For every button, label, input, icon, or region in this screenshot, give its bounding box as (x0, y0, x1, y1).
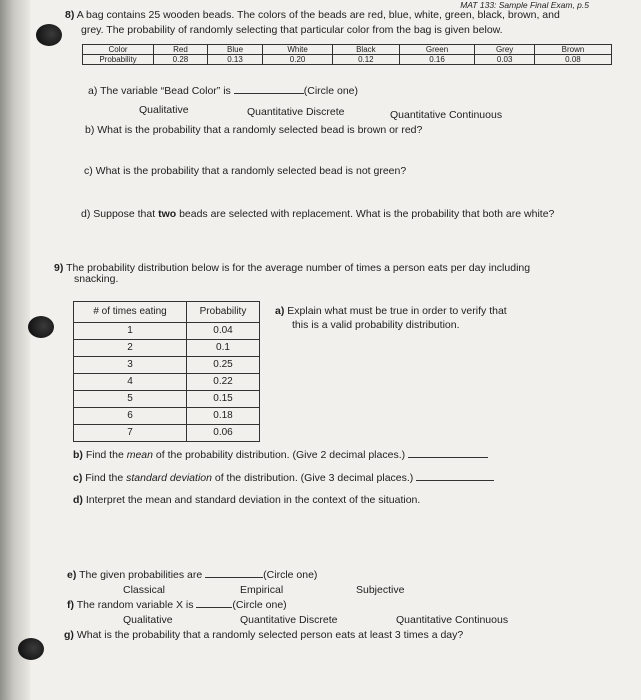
binder-edge (0, 0, 30, 700)
p-value: 0.22 (187, 374, 260, 391)
bead-probability: 0.13 (207, 55, 262, 65)
q8-line2: grey. The probability of randomly selecting that particular color from the bag is given below. (81, 24, 503, 36)
probability-header: Probability (83, 55, 154, 65)
mean-answer-blank[interactable] (408, 457, 488, 458)
p-value: 0.15 (187, 391, 260, 408)
q9e-opt-empirical[interactable]: Empirical (240, 584, 284, 596)
q8b: b) What is the probability that a randomly selected bead is brown or red? (85, 124, 423, 136)
page-header: MAT 133: Sample Final Exam, p.5 (460, 0, 589, 10)
q9e-opt-subjective[interactable]: Subjective (356, 584, 405, 596)
bead-probability: 0.20 (263, 55, 333, 65)
p-value: 0.1 (187, 340, 260, 357)
q9-line2: snacking. (74, 273, 119, 285)
bead-color: Black (332, 45, 399, 55)
p-value: 0.04 (187, 323, 260, 340)
q8a-opt-qualitative[interactable]: Qualitative (139, 104, 189, 116)
bead-probability: 0.03 (475, 55, 535, 65)
x-value: 6 (74, 408, 187, 425)
q9a-line2: this is a valid probability distribution. (292, 319, 460, 331)
punch-hole (18, 638, 44, 660)
col-probability: Probability (187, 302, 260, 323)
x-value: 5 (74, 391, 187, 408)
x-value: 4 (74, 374, 187, 391)
q9e-opt-classical[interactable]: Classical (123, 584, 166, 596)
bead-probability: 0.12 (332, 55, 399, 65)
col-times-eating: # of times eating (74, 302, 187, 323)
bead-probability-table (82, 44, 612, 65)
bead-color: White (263, 45, 333, 55)
q8c: c) What is the probability that a randomly selected bead is not green? (84, 165, 407, 177)
bead-probability: 0.16 (399, 55, 475, 65)
q9e: e) The given probabilities are (Circle one) (67, 569, 318, 581)
x-value: 7 (74, 425, 187, 442)
p-value: 0.18 (187, 408, 260, 425)
q9d: d) Interpret the mean and standard deviation in the context of the situation. (73, 494, 421, 506)
bead-color: Brown (534, 45, 611, 55)
x-value: 2 (74, 340, 187, 357)
q9-line1: 9) The probability distribution below is for the average number of times a person eats per day including (54, 262, 531, 274)
bead-color: Grey (475, 45, 535, 55)
q9f-opt-continuous[interactable]: Quantitative Continuous (396, 614, 509, 626)
p-value: 0.06 (187, 425, 260, 442)
x-value: 3 (74, 357, 187, 374)
punch-hole (36, 24, 62, 46)
bead-color: Green (399, 45, 475, 55)
q9f: f) The random variable X is (Circle one) (67, 599, 287, 611)
q8-line1: 8) A bag contains 25 wooden beads. The colors of the beads are red, blue, white, green, black, brown, and (65, 9, 560, 21)
q9f-opt-discrete[interactable]: Quantitative Discrete (240, 614, 338, 626)
answer-blank[interactable] (196, 607, 232, 608)
bead-color: Blue (207, 45, 262, 55)
q9a: a) Explain what must be true in order to verify that (275, 305, 507, 317)
x-value: 1 (74, 323, 187, 340)
bead-probability: 0.28 (154, 55, 208, 65)
q8d: d) Suppose that two beads are selected with replacement. What is the probability that both are white? (81, 208, 555, 220)
q9c: c) Find the standard deviation of the distribution. (Give 3 decimal places.) (73, 472, 494, 485)
punch-hole (28, 316, 54, 338)
sd-answer-blank[interactable] (416, 480, 494, 481)
distribution-table (73, 301, 260, 442)
bead-probability: 0.08 (534, 55, 611, 65)
p-value: 0.25 (187, 357, 260, 374)
q9g: g) What is the probability that a randomly selected person eats at least 3 times a day? (64, 629, 464, 641)
q9f-opt-qualitative[interactable]: Qualitative (123, 614, 173, 626)
q8a-opt-continuous[interactable]: Quantitative Continuous (390, 109, 503, 121)
q9b: b) Find the mean of the probability distribution. (Give 2 decimal places.) (73, 449, 488, 462)
answer-blank[interactable] (234, 93, 304, 94)
answer-blank[interactable] (205, 577, 263, 578)
color-header: Color (83, 45, 154, 55)
bead-color: Red (154, 45, 208, 55)
q8a: a) The variable “Bead Color” is (Circle one) (88, 85, 358, 97)
q8a-opt-discrete[interactable]: Quantitative Discrete (247, 106, 345, 118)
